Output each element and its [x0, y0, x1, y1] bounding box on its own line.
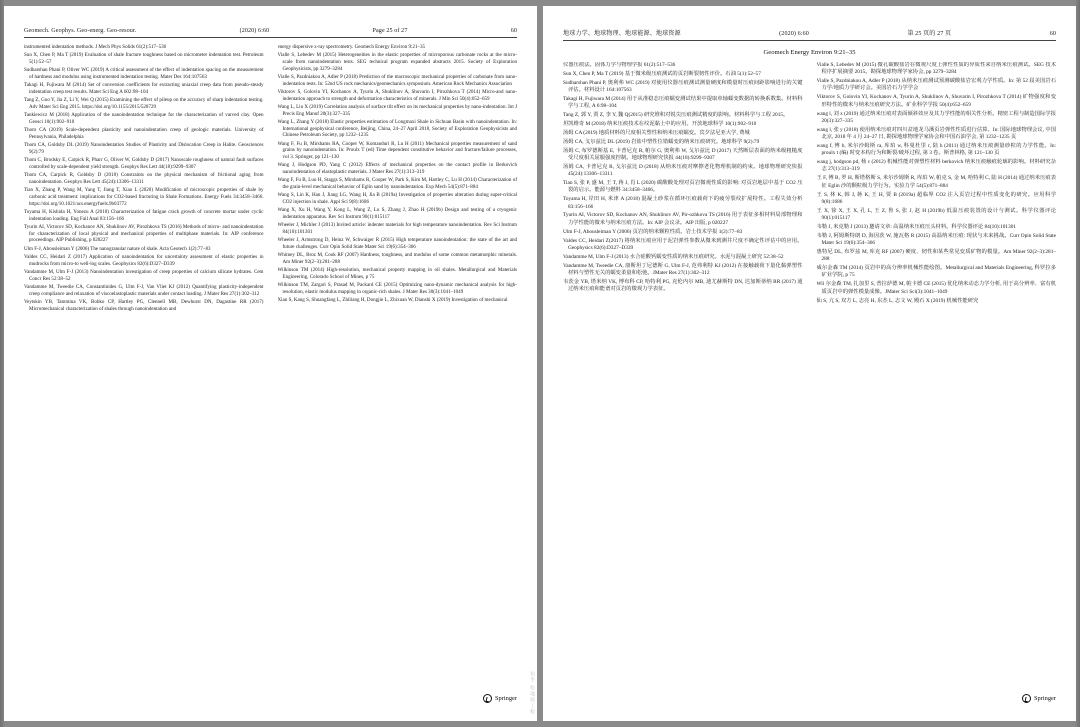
reference-item: Sudharshan Phani P, 奥利弗 WC (2019) 对使用仪器压痕测试测量硬度和模量时压痕间距影响进行的关键评估。材料设计 164:107563: [563, 79, 803, 94]
reference-item: 韦勒 J, 阿姆斯特朗 D, 海因茨 W, 施瓦格 R (2015) 高温纳米压痕: 现状与未来挑战。Curr Opin Solid State Mater Sci 19(6):354–366: [816, 232, 1056, 247]
reference-item: wang f, 傅 b, 米尔沙姆斯 ra, 库珀 w, 科曼杜里 r, 陆 h (2011) 通过纳米压痕测量砂粒的力学性能。In: proulx t (编) 时变本构行为和断裂/破坏过程, 第 3 卷。斯普林格, 第 121–130 页: [816, 142, 1056, 157]
reference-item: Tyurin AI, Victorov SD, Kochanov AN, Shuklinov AV, Pir-ozhkova TS (2016) 用于表征多相材料局部物理和力学性能的微米与纳米压痕方法。In: AIP 会议录。AIP 出版, p 020227: [563, 212, 803, 226]
reference-item: 汤姆 CA, 卡普尼克 R, 戈尔兹比 D (2018) 从纳米压痕对摩擦老化物理机制的约束。地球物理研究快报 45(24):13306–13311: [563, 163, 803, 178]
right-page-header: [563, 28, 1056, 41]
reference-item: Takagi H, Fujiwara M (2014) 用于从准稳态压痕蠕变测试结果中提取单轴蠕变数据的转换系数集。材料科学与工程, A 6:98–104: [563, 95, 803, 110]
reference-item: Sun X, Chen P, Ma T (2019) 基于微米级压痕测试的页岩断裂韧性评价。石油 5(1):52–57: [563, 70, 761, 77]
reference-item: 汤姆 CA (2019) 地质材料的尺度相关塑性和纳米压痕蠕变。宾夕法尼亚大学, 费城: [563, 129, 750, 136]
reference-item: Viktorov S, Golovin YI, Kochanov A, Tyurin A, Shuklinov A, Shuvarin I, Pirozhkova T (2014) 矿物强度和变形特性的微米与纳米压痕研究方法。矿业科学学报 50(4):652–659: [816, 94, 1056, 108]
issue-info: (2020) 6:60: [239, 28, 270, 34]
left-page-columns: [24, 44, 517, 690]
reference-item: Vialle S, Pazdniakou A, Adler P (2018) Prediction of the macroscopic mechanical properties of carbonate from nano-indentation tests. In: 52nd US rock mechanics/geomechanics symposium. American Rock Mechanics Association: [277, 74, 517, 87]
journal-name-cn: 地球力学、地球物理、地球能源、地球资源: [563, 31, 681, 37]
reference-item: Wang J, Hodgson PD, Yang C (2012) Effects of mechanical properties on the contact profile in Berkovich nanoindentation of elastoplastic materials. J Mater Res 27(1):313–319: [277, 162, 517, 176]
page-number-label-cn: 第 25 页的 27 页: [907, 31, 952, 37]
reference-item: Thom CA (2019) Scale-dependent plasticity and nanoindentation creep of geologic materials. University of Pennsylvania, Philadelphia: [24, 127, 264, 140]
issue-info-cn: (2020) 6:60: [779, 31, 809, 37]
reference-item: Wang X, Xu H, Wang Y, Kong L, Wang Z, Lu S, Zhang J, Zhao H (2019b) Design and testing of a cryogenic indentation apparatus. Rev Sci Instrum 90(1):015117: [277, 207, 517, 221]
reference-item: Ulm F-J, Abousleiman Y (2006) The nanogranular nature of shale. Acta Geotech 1(2):77–83: [24, 245, 211, 252]
section-heading: Geomech Energy Environ 9:21–35: [763, 49, 856, 56]
reference-item: Vialle S, Lebedev M (2015) Heterogeneities in the elastic properties of microporous carbonate rocks at the micro-scale from nanoindentation tests. SEG technical program expanded abstracts 2015. Society of Exploration Geophysicists, pp 3279–3284: [277, 52, 517, 72]
reference-item: 威尔金森 TM (2014) 页岩中的高分辨率机械性能绘图。Metallurgical and Materials Engineering, 科罗拉多矿业学院, p 75: [816, 265, 1056, 279]
reference-item: Wheeler J, Armstrong D, Heinz W, Schwaiger R (2015) High temperature nanoindentation: the state of the art and future challenges. Curr Opin Solid State Mater Sci 19(6):354–366: [277, 237, 517, 251]
reference-item: energy dispersive x-ray spectrometry. Geomech Energy Environ 9:21–35: [277, 44, 425, 50]
reference-item: 韦茨金 YB, 塔米纳 VK, 博布科 CP, 哈特利 PG, 克伦内尔 MB, 迪尤赫斯特 DN, 达加斯蒂纳 RR (2017) 通过纳米压痕和能谱对页岩的微观力学表征。: [563, 278, 803, 293]
journal-name: Geomech. Geophys. Geo-energ. Geo-resour.: [24, 28, 137, 34]
left-column-1: [24, 44, 264, 690]
right-column-1: [563, 62, 803, 690]
page-number-label: Page 25 of 27: [372, 28, 408, 34]
reference-item: 王 X, 徐 X, 王 X, 孔 L, 王 Z, 鲁 S, 张 J, 赵 H (2019b) 低温压痕装置的设计与测试。科学仪器评论 90(1):015117: [816, 207, 1056, 221]
reference-item: Toyama H, 岸田 H, 米津 A (2018) 混凝土砂浆在循环压痕载荷下的疲劳裂纹扩展特性。工程失效分析 83:156–166: [563, 196, 803, 210]
reference-item: Viktorov S, Golovin YI, Kochanov A, Tyurin A, Shuklinov A, Shuvarin I, Pirozhkova T (2014) Micro-and nano-indentation approach to strength and deformation characteristics of minerals. J Min Sci 50(4):652–659: [277, 89, 517, 102]
reference-item: Wilkinson TM, Zargari S, Prasad M, Packard CE (2015) Optimizing nano-dynamic mechanical analysis for high-resolution, elastic modulus mapping in organic-rich shales. J Mater Res 30(3):1041–1049: [277, 282, 517, 296]
reference-item: Valdes CC, Heidari Z(2017) 将纳米压痕应用于泥岩弹性参数从微米到测井尺度不确定性评估中的应用。Geophysics 82(6):D327–D339: [563, 237, 803, 251]
reference-item: instrumented indentation methods. J Mech Phys Solids 61(2):517–536: [24, 44, 167, 50]
springer-logo-icon: [483, 694, 492, 703]
reference-item: 坦凯维奇 M (2018) 纳米压痕技术在纹泥黏土中的应用。开放地球科学 10(1):902–910: [563, 121, 757, 128]
reference-item: wang l, 刘 x (2019) 通过纳米压痕对表面倾斜效应及其力学性能的相关性分析。精密工程与制造国际学报 20(3):327–335: [816, 110, 1056, 124]
reference-item: Vialle S, Pazdniakou A, Adler P (2018) 从纳米压痕测试预测碳酸盐岩宏观力学性质。In: 第 52 届美国岩石力学/地质力学研讨会。美国岩石力学学会: [816, 78, 1056, 92]
reference-item: 汤姆 C, 布罗德斯基 E, 卡普尼克 R, 帕尔 G, 奥利弗 W, 戈尔兹比 D (2017) 天然断层表面的纳米级粗糙度受尺度相关屈服强度控制。地球物理研究快报 44(18):9299–9307: [563, 147, 803, 162]
reference-item: Wang L, Zhang Y (2018) Elastic properties estimation of Longmaxi Shale in Sichuan Basin with nanoindentation. In: International geophysical conference, Beijing, China, 24–27 April 2018, Society of Exploration Geophysicists and Chinese Petroleum Society, pp 1232–1235: [277, 119, 517, 139]
reference-item: Vandamme M, Tweedie CA, Constantinides G, Ulm F-J, Van Vliet KJ (2012) Quantifying plasticity-independent creep compliance and relaxation of viscoelastoplastic materials under contact loading. J Mater Res 27(1):302–312: [24, 284, 264, 297]
left-page-footer: [24, 694, 517, 703]
reference-item: Tang Z, 郭 Y, 贾 Z, 李 Y, 魏 Q(2015) 研究堆积对锐尖压痕测试精度的影响。材料科学与工程 2015。: [563, 112, 789, 119]
reference-item: wang l, 张 y (2018) 使用纳米压痕对四川盆地龙马溪页岩弹性性质进行估算。In: 国际地球物理会议, 中国北京, 2018 年 4 月 24–27 日, 勘探地球物理学家协会和中国石油学会, 第 1232–1235 页: [816, 126, 1056, 141]
reference-item: wang j, hodgson pd, 杨 c (2012) 机械性能对弹塑性材料 berkovich 纳米压痕触痕轮廓的影响。材料研究杂志 27(1):313–319: [816, 159, 1056, 173]
left-column-2: [278, 44, 518, 690]
reference-item: Wheeler J, Michler J (2013) Invited article: indenter materials for high temperature nanoindentation. Rev Sci Instrum 84(10):101301: [277, 222, 517, 236]
reference-item: Veytskin YB, Tammina VK, Bobko CP, Hartley PG, Clennell MB, Dewhurst DN, Dagastine RR (2017) Micromechanical characterization of shales through nanoindentation and: [24, 299, 264, 312]
reference-item: Vandamme M, Ulm F-J (2013) Nanoindentation investigation of creep properties of calcium silicate hydrates. Cem Concr Res 52:38–52: [24, 269, 264, 282]
reference-item: Xian S, Kang S, Shuangfang L, Zhiliang H, Dongjie L, Zhixuan W, Dianshi X (2019) Investigation of mechanical: [277, 297, 508, 304]
reference-item: Tankiewicz M (2018) Application of the nanoindentation technique for the characterization of varved clay. Open Geosci 10(1):902–910: [24, 112, 264, 125]
article-number: 60: [510, 28, 517, 34]
publisher-name: Springer: [494, 695, 517, 702]
right-page: [543, 6, 1076, 721]
reference-item: Tang Z, Guo Y, Jia Z, Li Y, Wei Q (2015) Examining the effect of pileup on the accuracy of sharp indentation testing. Adv Mater Sci Eng 2015. https://doi.org/10.1155/2015/528729: [24, 97, 264, 110]
left-page: [4, 6, 537, 721]
left-page-header: [24, 28, 517, 38]
article-number-cn: 60: [1049, 31, 1056, 37]
reference-item: Thom C, Brodsky E, Carpick R, Pharr G, Oliver W, Goldsby D (2017) Nanoscale roughness of natural fault surfaces controlled by scale-dependent yield strength. Geophys Res Lett 44(18):9299–9307: [24, 157, 264, 170]
reference-item: Wang L, Liu X (2019) Correlation analysis of surface tilt effect on its mechanical properties by nano-indentation. Int J Precis Eng Manuf 20(3):327–335: [277, 104, 517, 117]
reference-item: 汤姆 CA, 戈尔兹比 DL (2019) 岩盐中塑性位错蠕变的纳米压痕研究。地球科学 9(2):79: [563, 138, 760, 145]
publisher-name: Springer: [1033, 695, 1056, 702]
reference-item: 仙 S, 亢 S, 双方 L, 志亮 H, 东杰 L, 志文 W, 殿石 X (2019) 机械性能研究: [816, 297, 979, 304]
reference-item: Whitney DL, Broz M, Cook RF (2007) Hardness, toughness, and modulus of some common metamorphic minerals. Am Miner 92(2–3):281–288: [277, 252, 517, 266]
right-page-columns: [563, 62, 1056, 690]
springer-logo-icon: [1022, 694, 1031, 703]
reference-item: Vandamme M, Tweedie CA, 康斯坦丁尼德斯 G, Ulm F-J, 范弗利特 KJ (2012) 在接触载荷下量化黏弹塑性材料与塑性无关的蠕变柔量和松弛。JMater Res 27(1):302–312: [563, 262, 803, 276]
reference-item: Tian X, Zhang P, Wang M, Yang T, Jiang T, Xiao L (2020) Modification of microscopic properties of shale by carbonic acid treatment: implications for CO2-based fracturing in Shale Formations. Energy Fuels 34:3458–3466. https://doi.org/10.1021/acs.energyfuels.9b03772: [24, 187, 264, 207]
reference-item: Tian S, 张 P, 盛 M, 王 T, 蒋 J, 肖 L (2020) 碳酸酸处理对页岩微观性质的影响: 对页岩地层中基于 CO2 压裂的启示。能源与燃料 34:3458–3466。: [563, 180, 803, 194]
reference-item: 王 F, 傅 B, 罗 H, 斯塔格斯 S, 米尔沙姆斯 R, 库珀 W, 帕克 S, 金 M, 哈特利 C, 陆 H (2014) 通过纳米压痕表征 Eglin 沙的颗粒级力学行为。实验力学 54(5):871–884: [816, 175, 1056, 189]
reference-item: Wilkinson TM (2014) High-resolution, mechanical property mapping in oil shales. Metallurgical and Materials Engineering, Colorado School of Mines, p 75: [277, 267, 517, 281]
reference-item: Sudharshan Phani P, Oliver WC (2019) A critical assessment of the effect of indentation spacing on the measurement of hardness and modulus using instrumented indentation testing. Mater Des 164:107563: [24, 67, 264, 80]
reference-item: 惠特尼 DL, 布罗兹 M, 库克 RF (2007) 硬度、韧性和某些常见变质矿物的模量。Am Miner 92(2–3):281–288: [816, 248, 1056, 263]
reference-item: Vandamme M, Ulm F-J (2013) 水合硅酸钙蠕变性质的纳米压痕研究。水泥与混凝土研究 52:38–52: [563, 253, 784, 260]
reference-item: Wang F, Fu B, Mirshams RA, Cooper W, Komanduri R, Lu H (2011) Mechanical properties measurement of sand grains by nanoindentation. In: Proulx T (ed) Time dependent constitutive behavior and fracture/failure processes, vol 3. Springer, pp 121–130: [277, 140, 517, 161]
right-page-footer: [563, 694, 1056, 703]
reference-item: 仪器压痕法。固体力学与物理学报 61(2):517–536: [563, 62, 676, 68]
reference-item: 韦勒 J, 米克勒 J (2013) 邀请文章: 高温纳米压痕压头材料。科学仪器评论 84(10):101301: [816, 223, 1017, 230]
reference-item: 王 S, 林 K, 韩 J, 蒋 K, 王 H, 贾 B (2019a) 超临界 CO2 注入页岩过程中性质变化的研究。应用科学 9(8):1686: [816, 191, 1056, 205]
reference-item: Sun X, Chen P, Ma T (2019) Evaluation of shale fracture toughness based on micrometer indentation test. Petroleum 5(1):52–57: [24, 52, 264, 65]
reference-item: Toyama H, Kishida H, Yonezu A (2018) Characterization of fatigue crack growth of concrete mortar under cyclic indentation loading. Eng Fail Anal 83:156–166: [24, 209, 264, 222]
reference-item: Thom CA, Carpick R, Goldsby D (2018) Constraints on the physical mechanism of frictional aging from nanoindentation. Geophys Res Lett 45(24):13306–13311: [24, 172, 264, 185]
right-column-2: [817, 62, 1057, 690]
reference-item: Vialle S, Lebedev M (2015) 微孔碳酸盐岩在微观尺度上弹性性质的异质性来自纳米压痕测试。SEG 技术程序扩展摘要 2015。勘探地球物理学家协会, pp 3279–3284: [816, 62, 1056, 76]
reference-item: Thom CA, Goldsby DL (2019) Nanoindentation Studies of Plasticity and Dislocation Creep in Halite. Geosciences 9(2):79: [24, 142, 264, 155]
reference-item: Wang S, Lin K, Han J, Jiang LG, Wang H, Jia B (2019a) Investigation of properties alteration during super-critical CO2 injection in shale. Appl Sci 9(8):1686: [277, 192, 517, 206]
reference-item: Wang F, Fu B, Luo H, Staggs S, Mirshams R, Cooper W, Park S, Kim M, Hartley C, Lu H (2014) Characterization of the grain-level mechanical behavior of Eglin sand by nanoindentation. Exp Mech 54(5):871–884: [277, 177, 517, 191]
reference-item: Wil 尔金森 TM, 扎加里 S, 普拉萨德 M, 帕卡德 CE (2015) 优化纳米动态力学分析, 用于高分辨率、富有机质页岩中的弹性模量成像。JMater Sci Sci(3):1041–1049: [816, 281, 1056, 295]
reference-item: Valdes CC, Heidari Z (2017) Application of nanoindentation for uncertainty assessment of elastic properties in mudrocks from micro-to well-log scales. Geophysics 82(6):D327–D339: [24, 254, 264, 267]
watermark-text: 知乎 @地质工程: [529, 671, 534, 715]
reference-item: Ulm F-J, Abousleiman Y (2006) 页岩的纳米颗粒性质。岩土技术学报 1(2):77–83: [563, 228, 743, 235]
reference-item: Takagi H, Fujiwara M (2014) Set of conversion coefficients for extracting uniaxial creep data from pseudo-steady indentation creep test results. Mater Sci Eng A 602:98–104: [24, 82, 264, 95]
reference-item: Tyurin AI, Victorov SD, Kochanov AN, Shuklinov AV, Pirozhkova TS (2016) Methods of micro- and nanoindentation for characterization of local physical and mechanical properties of multiphase materials. In: AIP conference proceedings. AIP Publishing, p 020227: [24, 224, 264, 244]
